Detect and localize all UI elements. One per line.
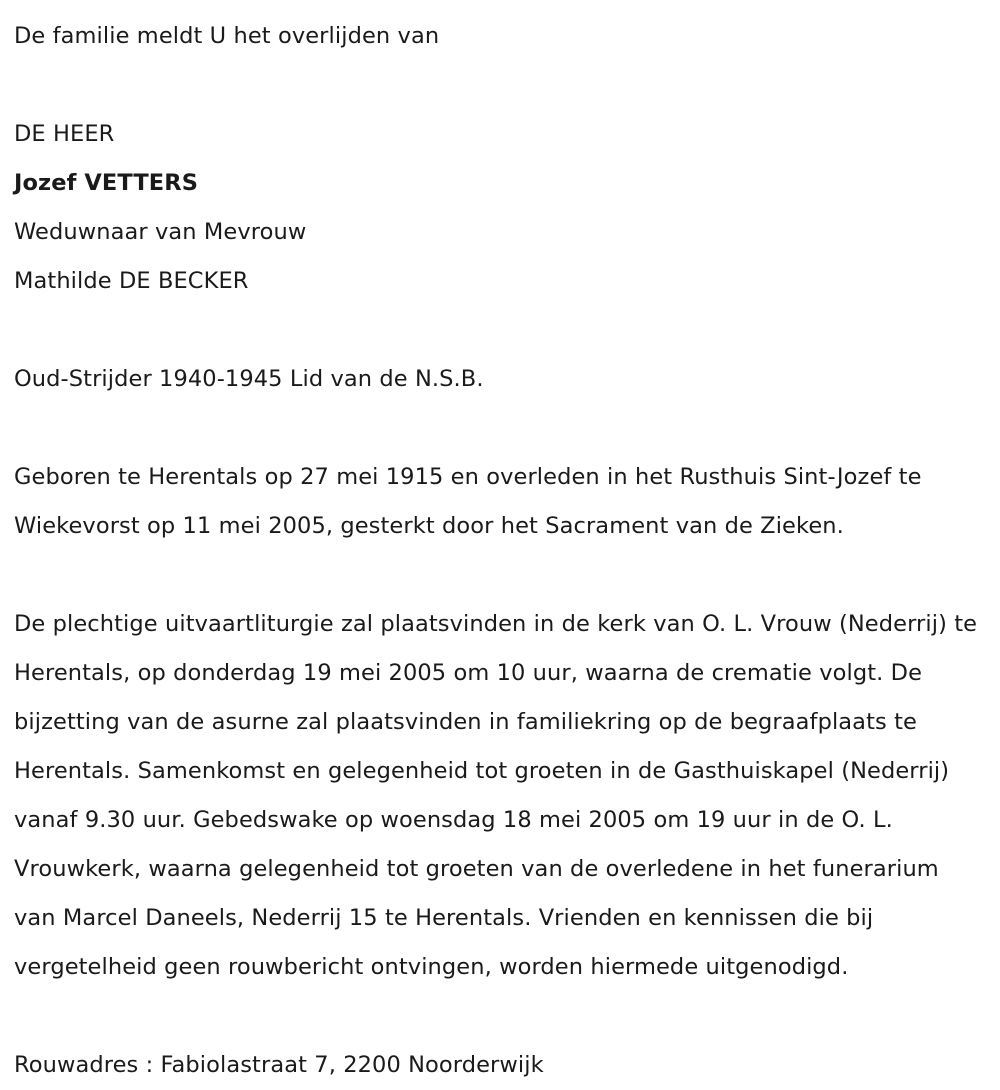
honors-line: Oud-Strijder 1940-1945 Lid van de N.S.B.	[14, 366, 484, 392]
spacer-5	[14, 992, 986, 1041]
deceased-name: Jozef VETTERS	[14, 170, 199, 196]
service-details-paragraph: De plechtige uitvaartliturgie zal plaatsvinden in de kerk van O. L. Vrouw (Nederrij) te Herentals, op donderdag 19 mei 2005 om 10 uur, waarna de crematie volgt. De bijzetting van de asurne zal plaatsvinden in familiekring op de begraafplaats te Herentals. Samenkomst en gelegenheid tot groeten in de Gasthuiskapel (Nederrij) vanaf 9.30 uur. Gebedswake op woensdag 18 mei 2005 om 19 uur in de O. L. Vrouwkerk, waarna gelegenheid tot groeten van de overledene in het funerarium van Marcel Daneels, Nederrij 15 te Herentals. Vrienden en kennissen die bij vergetelheid geen rouwbericht ontvingen, worden hiermede uitgenodigd.	[14, 611, 978, 980]
salutation-line: DE HEER	[14, 121, 115, 147]
spacer-1	[14, 61, 986, 110]
notice-body	[14, 12, 986, 1090]
spouse-name: Mathilde DE BECKER	[14, 268, 249, 294]
spacer-4	[14, 551, 986, 600]
intro-line: De familie meldt U het overlijden van	[14, 23, 440, 49]
relation-line: Weduwnaar van Mevrouw	[14, 219, 307, 245]
birth-death-paragraph: Geboren te Herentals op 27 mei 1915 en overleden in het Rusthuis Sint-Jozef te Wiekevorst op 11 mei 2005, gesterkt door het Sacrament van de Zieken.	[14, 464, 922, 539]
mourning-address-line: Rouwadres : Fabiolastraat 7, 2200 Noorderwijk	[14, 1052, 544, 1078]
spacer-3	[14, 404, 986, 453]
spacer-2	[14, 306, 986, 355]
